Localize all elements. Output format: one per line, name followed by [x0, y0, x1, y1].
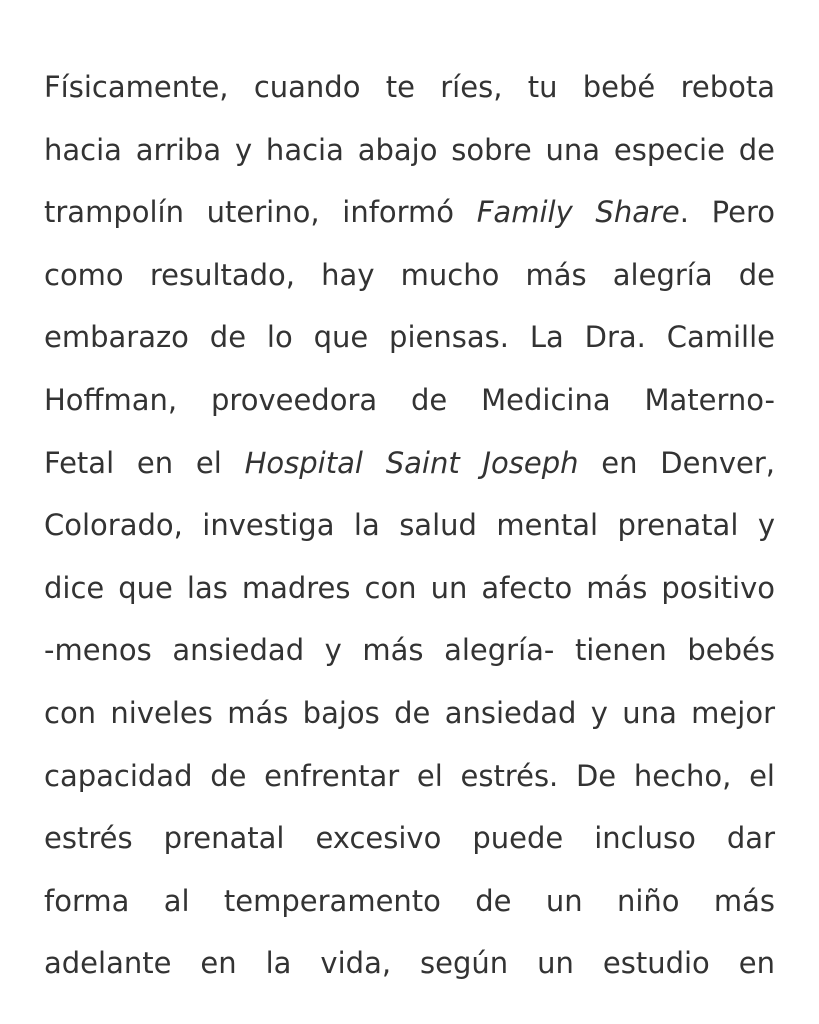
text-segment: . Pero [679, 195, 775, 230]
text-line: como resultado, hay mucho más alegría de [44, 257, 775, 292]
text-line: Colorado, investiga la salud mental prenatal y [44, 508, 775, 543]
source-name-family-share: Family Share [476, 195, 680, 230]
text-line: adelante en la vida, según un estudio en [44, 946, 775, 981]
text-line [44, 181, 775, 244]
text-line: Hoffman, proveedora de Medicina Materno- [44, 382, 775, 417]
text-line: con niveles más bajos de ansiedad y una mejor [44, 695, 775, 730]
text-line: -menos ansiedad y más alegría- tienen bebés [44, 633, 775, 668]
text-line: Físicamente, cuando te ríes, tu bebé rebota [44, 70, 775, 104]
text-line: capacidad de enfrentar el estrés. De hecho, el [44, 758, 775, 793]
hospital-name: Hospital Saint Joseph [244, 445, 579, 480]
text-line: estrés prenatal excesivo puede incluso dar [44, 821, 775, 856]
article-body [44, 56, 775, 995]
text-line: forma al temperamento de un niño más [44, 883, 775, 918]
text-line: hacia arriba y hacia abajo sobre una especie de [44, 132, 775, 167]
text-segment: en Denver, [578, 445, 775, 480]
text-line: dice que las madres con un afecto más positivo [44, 570, 775, 605]
text-line [44, 432, 775, 495]
text-segment: Fetal en el [44, 445, 245, 480]
text-segment: trampolín uterino, informó [44, 195, 477, 230]
text-line: embarazo de lo que piensas. La Dra. Camille [44, 320, 775, 355]
